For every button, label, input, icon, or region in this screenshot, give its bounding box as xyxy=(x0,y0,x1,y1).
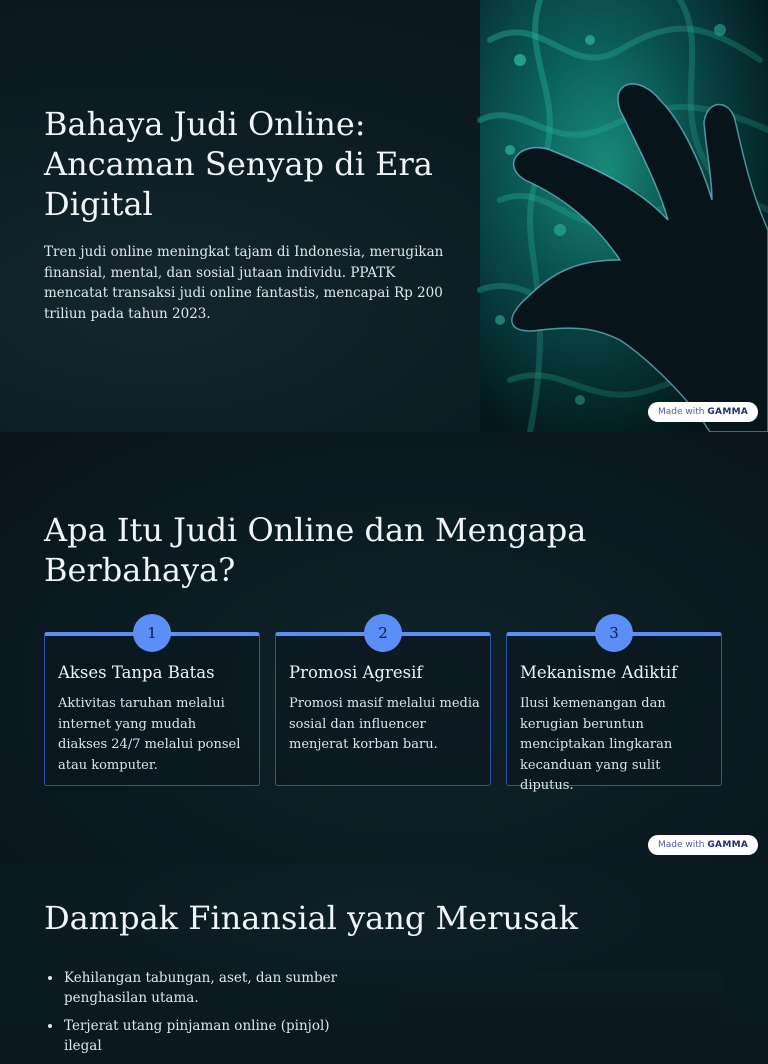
gamma-logo: GAMMA xyxy=(707,840,749,850)
made-with-gamma-badge[interactable] xyxy=(648,402,758,422)
list-item: Terjerat utang pinjaman online (pinjol) ilegal xyxy=(44,1016,344,1056)
card-promosi xyxy=(275,624,491,786)
made-with-gamma-badge[interactable] xyxy=(648,835,758,855)
badge-prefix: Made with xyxy=(658,840,705,850)
card-mekanisme xyxy=(506,624,722,793)
impact-bullet-list xyxy=(44,968,344,1064)
slide-3-image xyxy=(400,972,723,1032)
card-akses xyxy=(44,624,260,786)
hand-reaching-digital-network-image xyxy=(480,0,768,432)
badge-prefix: Made with xyxy=(658,407,705,417)
slide-what-is xyxy=(0,432,768,864)
slide-3-title: Dampak Finansial yang Merusak xyxy=(44,899,578,937)
card-description: Aktivitas taruhan melalui internet yang mudah diakses 24/7 melalui ponsel atau komputer. xyxy=(58,696,241,773)
card-number-badge: 3 xyxy=(595,614,633,652)
card-title: Promosi Agresif xyxy=(289,663,423,682)
slide-2-title: Apa Itu Judi Online dan Mengapa Berbahaya? xyxy=(44,511,587,589)
card-number-badge: 2 xyxy=(364,614,402,652)
card-title: Akses Tanpa Batas xyxy=(58,663,215,682)
card-title: Mekanisme Adiktif xyxy=(520,663,678,682)
card-description: Ilusi kemenangan dan kerugian beruntun menciptakan lingkaran kecanduan yang sulit diputus. xyxy=(520,696,673,793)
list-item: Kehilangan tabungan, aset, dan sumber penghasilan utama. xyxy=(44,968,344,1008)
slide-title xyxy=(0,0,768,432)
slide-financial-impact xyxy=(0,864,768,1054)
slide-1-lead: Tren judi online meningkat tajam di Indonesia, merugikan finansial, mental, dan sosial jutaan individu. PPATK mencatat transaksi judi online fantastis, mencapai Rp 200 triliun pada tahun 2023. xyxy=(44,244,444,322)
card-number-badge: 1 xyxy=(133,614,171,652)
gamma-logo: GAMMA xyxy=(707,407,749,417)
card-description: Promosi masif melalui media sosial dan influencer menjerat korban baru. xyxy=(289,696,480,752)
slide-1-title: Bahaya Judi Online: Ancaman Senyap di Era Digital xyxy=(44,105,433,223)
